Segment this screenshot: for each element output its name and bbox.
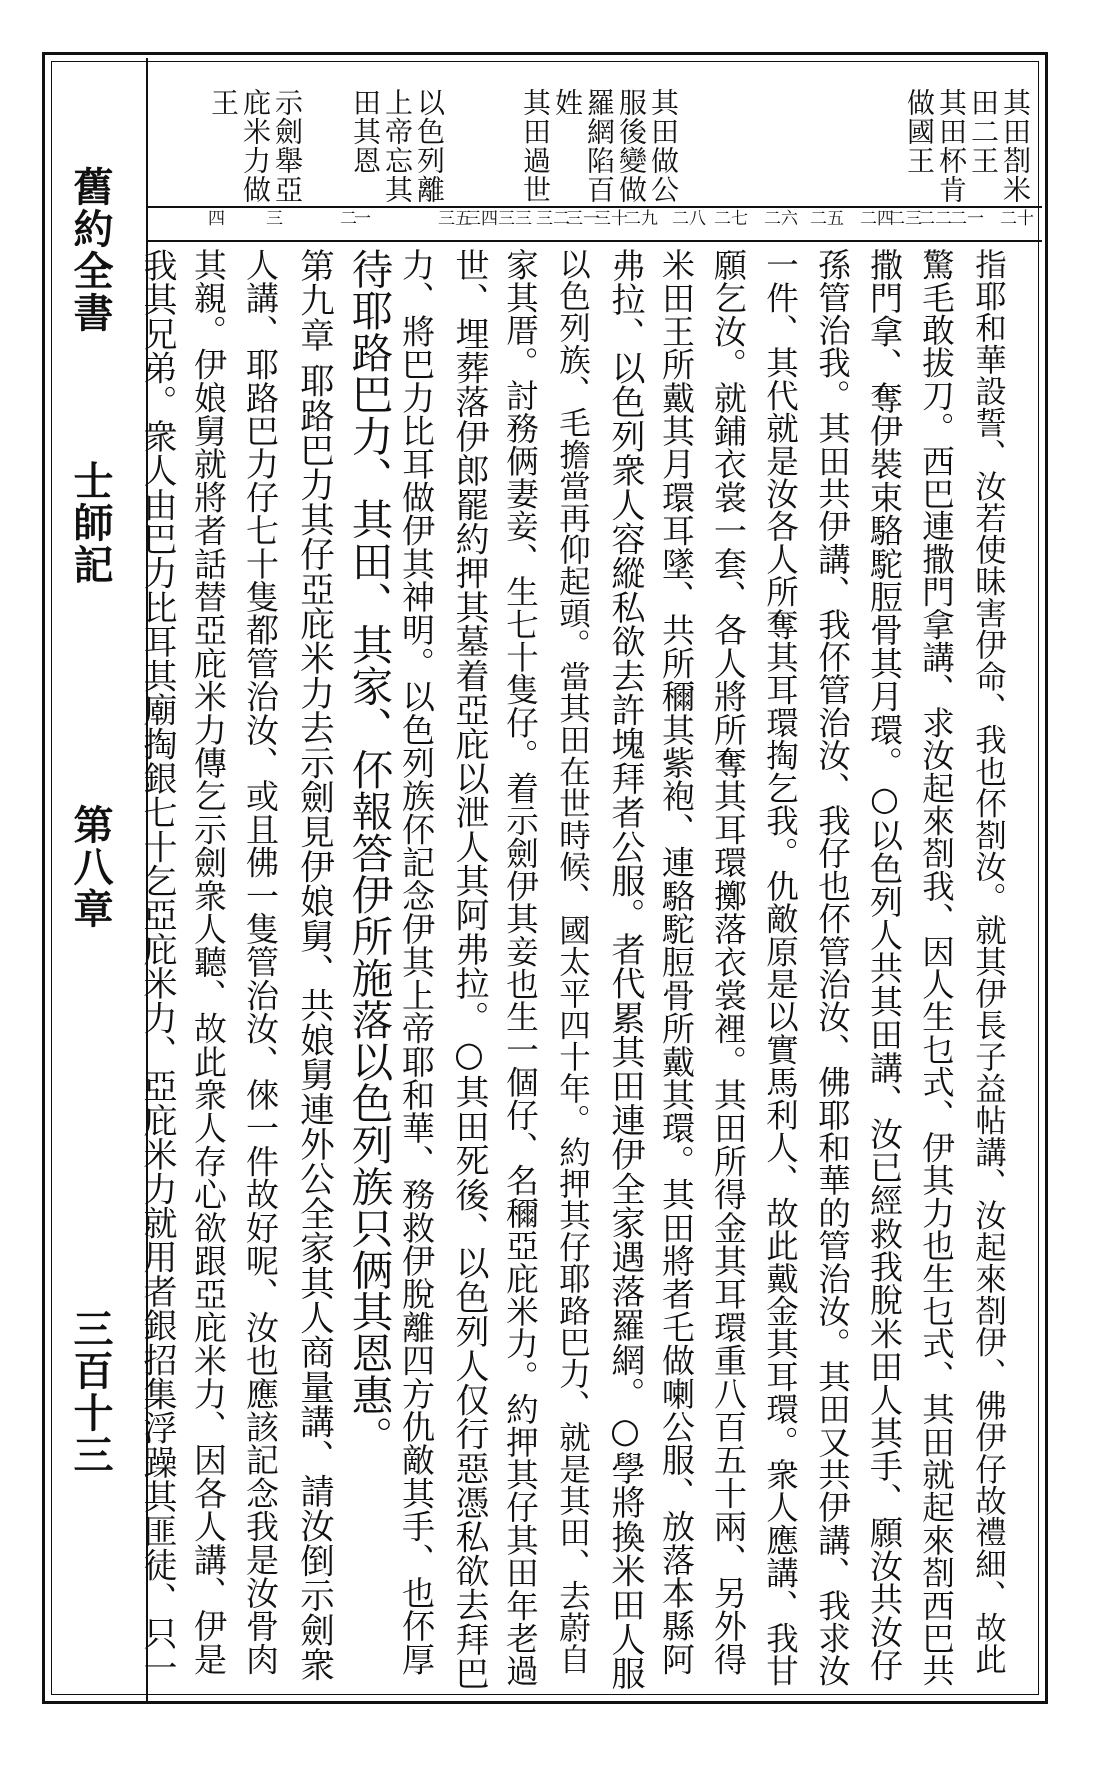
verse-number-band xyxy=(148,206,1042,242)
head-note: 服後變做 xyxy=(615,88,648,204)
head-note: 庇米力做 xyxy=(239,88,272,204)
head-note: 王 xyxy=(207,88,240,117)
text-column: 以色列族、毛擔當再仰起頭。當其田在世時候、國太平四十年。約押其仔耶路巴力、就是其田、去蔚自 xyxy=(554,248,591,1675)
verse-number: 三四 xyxy=(464,209,498,229)
verse-number: 二五 xyxy=(810,209,844,229)
verse-number: 三 xyxy=(266,209,283,229)
verse-number: 二 xyxy=(340,209,357,229)
text-column: 第九章 耶路巴力其仔亞庇米力去示劍見伊娘舅、共娘舅連外公全家其人商量講、請汝倒示劍衆 xyxy=(293,248,334,1682)
text-column: 願乞汝。就鋪衣裳一套、各人將所奪其耳環擲落衣裳裡。其田所得金其耳環重八百五十兩、另外得 xyxy=(709,248,748,1676)
text-column: 指耶和華設誓、汝若使昧害伊命、我也伓剳汝。就其伊長子益帖講、汝起來剳伊、佛伊仔故禮細、故此 xyxy=(970,248,1007,1675)
verse-number: 二六 xyxy=(764,209,798,229)
head-note: 示劍舉亞 xyxy=(271,88,304,204)
verse-number: 一 xyxy=(354,209,371,229)
verse-number: 二二 xyxy=(918,209,952,229)
head-note: 做國王 xyxy=(903,88,936,175)
text-column: 一件、其代就是汝各人所奪其耳環掏乞我。仇敵原是以實馬利人、故此戴金其耳環。衆人應講、我甘 xyxy=(761,248,800,1687)
text-column: 待耶路巴力、其田、其家、伓報答伊所施落以色列族只俩其恩惠。 xyxy=(344,248,394,1458)
verse-number: 二八 xyxy=(672,209,706,229)
text-column: 其親。伊娘舅就將者話替亞庇米力傳乞示劍衆人聽、故此衆人存心欲跟亞庇米力、因各人講、伊是 xyxy=(189,248,228,1676)
text-column: 世、埋葬落伊郎罷約押其墓着亞庇以泄人其阿弗拉。○其田死後、以色列人仅行惡憑私欲去拜巴 xyxy=(449,248,489,1691)
verse-number: 三三 xyxy=(498,209,532,229)
verse-number: 三二 xyxy=(536,209,570,229)
text-column: 驚毛敢拔刀。西巴連撒門拿講、求汝起來剳我、因人生乜式、伊其力也生乜式、其田就起來剳西巴共 xyxy=(917,248,956,1687)
verse-number: 二九 xyxy=(624,209,658,229)
verse-number: 三一 xyxy=(566,209,600,229)
text-column: 撒門拿、奪伊裝束駱駝脰骨其月環。○以色列人共其田講、汝已經救我脫米田人其手、願汝共汝仔 xyxy=(865,248,904,1682)
head-note: 其田剳米 xyxy=(999,88,1032,204)
text-column: 家其厝。討務俩妻妾、生七十隻仔。着示劍伊其妾也生一個仔、名穪亞庇米力。約押其仔其田年老過 xyxy=(501,248,540,1687)
head-notes-band xyxy=(148,58,1042,208)
head-note: 以色列離 xyxy=(413,88,446,204)
book-title: 舊約全書 xyxy=(67,166,114,334)
head-note: 田其恩 xyxy=(349,88,382,175)
text-column: 米田王所戴其月環耳墜、共所穪其紫袍、連駱駝脰骨所戴其環。其田將者乇做喇公服、放落本縣阿 xyxy=(657,248,696,1676)
head-note: 羅網陷百 xyxy=(583,88,616,204)
book-name: 士師記 xyxy=(67,460,114,586)
text-column: 力、將巴力比耳做伊其神明。以色列族伓記念伊其上帝耶和華、務救伊脫離四方仇敵其手、也伓厚 xyxy=(397,248,436,1676)
verse-number: 二十 xyxy=(1000,209,1034,229)
chapter-label: 第八章 xyxy=(67,804,114,930)
head-note: 姓 xyxy=(551,88,584,117)
text-column: 弗拉、以色列衆人容縱私欲去許塊拜者公服。者代累其田連伊全家遇落羅網。○學將換米田人服 xyxy=(605,248,645,1691)
verse-number: 二一 xyxy=(950,209,984,229)
verse-number: 二四 xyxy=(860,209,894,229)
verse-number: 四 xyxy=(208,209,225,229)
text-column: 孫管治我。其田共伊講、我伓管治汝、我仔也伓管治汝、佛耶和華的管治汝。其田又共伊講、我求汝 xyxy=(813,248,852,1687)
verse-number: 三十 xyxy=(594,209,628,229)
head-note: 其田杯肯 xyxy=(935,88,968,204)
page-margin-strip xyxy=(42,58,148,1702)
verse-number: 二七 xyxy=(714,209,748,229)
page-number: 三百十三 xyxy=(67,1308,114,1476)
head-note: 其田過世 xyxy=(519,88,552,204)
verse-number: 三五 xyxy=(438,209,472,229)
text-column: 人講、耶路巴力仔七十隻都管治汝、或且佛一隻管治汝、倈一件故好呢、汝也應該記念我是汝骨肉 xyxy=(241,248,280,1676)
verse-number: 二三 xyxy=(888,209,922,229)
text-column: 我其兄弟。衆人由巴力比耳其廟掏銀七十乞亞庇米力、亞庇米力就用者銀招集浮躁其匪徒、只一 xyxy=(137,248,177,1685)
head-note: 其田做公 xyxy=(647,88,680,204)
head-note: 上帝忘其 xyxy=(381,88,414,204)
head-note: 田二王 xyxy=(967,88,1000,175)
